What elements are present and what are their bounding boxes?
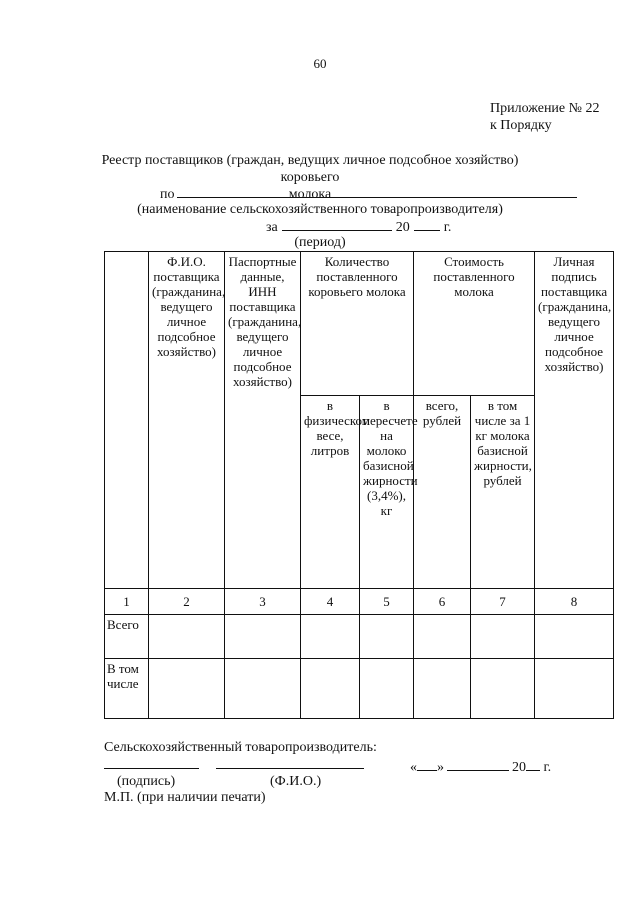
day-blank (417, 758, 437, 771)
appendix-line-1: Приложение № 22 (490, 101, 600, 116)
stamp-note: М.П. (при наличии печати) (104, 790, 266, 805)
table-cell (149, 615, 225, 659)
table-cell (301, 615, 360, 659)
date-field (410, 758, 551, 776)
period-caption: (период) (294, 235, 346, 250)
period-blank (282, 218, 392, 231)
column-number: 2 (149, 589, 225, 615)
table-row (105, 659, 614, 719)
appendix-block (490, 100, 600, 134)
table-cell (360, 615, 414, 659)
table-cell (471, 659, 535, 719)
signature-lines (104, 758, 604, 776)
row-label-total: Всего (105, 615, 149, 659)
producer-field (160, 185, 577, 203)
table-cell (535, 615, 614, 659)
title-line-1: Реестр поставщиков (граждан, ведущих личное подсобное хозяйство) коровьего (101, 153, 519, 185)
table-cell (535, 659, 614, 719)
column-number: 7 (471, 589, 535, 615)
year-prefix: 20 (395, 220, 410, 235)
table-cell (471, 615, 535, 659)
column-number: 6 (414, 589, 471, 615)
footer-year-blank (526, 758, 540, 771)
footer-year-prefix: 20 (512, 760, 526, 775)
header-empty-cell (105, 252, 149, 589)
year-suffix: г. (443, 220, 452, 235)
header-cost-per-kg: в том числе за 1 кг молока базисной жирности, рублей (471, 396, 535, 589)
table-row (105, 615, 614, 659)
fio-blank (216, 768, 364, 769)
column-number: 5 (360, 589, 414, 615)
row-label-including: В том числе (105, 659, 149, 719)
za-label: за (266, 220, 278, 235)
header-fio: Ф.И.О. поставщика (гражданина, ведущего личное подсобное хозяйство) (149, 252, 225, 589)
header-cost-total: всего, рублей (414, 396, 471, 589)
fio-caption: (Ф.И.О.) (270, 774, 322, 789)
footer-year-suffix: г. (543, 760, 552, 775)
title-line-2: молока (288, 187, 332, 202)
column-number: 4 (301, 589, 360, 615)
quote-open: « (410, 760, 417, 775)
period-field (266, 218, 451, 236)
month-blank (447, 758, 509, 771)
year-blank (414, 218, 440, 231)
producer-blank (177, 185, 577, 198)
page-number: 60 (313, 56, 327, 71)
column-number: 1 (105, 589, 149, 615)
header-cost: Стоимость поставленного молока (414, 252, 535, 396)
header-quantity: Количество поставленного коровьего молока (301, 252, 414, 396)
table-cell (301, 659, 360, 719)
header-passport: Паспортные данные, ИНН поставщика (гражданина, ведущего личное подсобное хозяйство) (225, 252, 301, 589)
signature-caption: (подпись) (117, 774, 176, 789)
producer-signature-label: Сельскохозяйственный товаропроизводитель: (104, 740, 377, 755)
quote-close: » (437, 760, 444, 775)
supplier-registry-table (104, 251, 614, 719)
po-label: по (160, 187, 175, 202)
signature-blank (104, 768, 199, 769)
header-qty-physical: в физическом весе, литров (301, 396, 360, 589)
appendix-line-2: к Порядку (490, 118, 552, 133)
column-number: 3 (225, 589, 301, 615)
table-cell (414, 659, 471, 719)
producer-caption: (наименование сельскохозяйственного товаропроизводителя) (137, 202, 503, 217)
table-cell (225, 615, 301, 659)
header-qty-base: в пересчете на молоко базисной жирности (3,4%), кг (360, 396, 414, 589)
table-cell (149, 659, 225, 719)
table-cell (225, 659, 301, 719)
table-cell (360, 659, 414, 719)
table-cell (414, 615, 471, 659)
header-signature: Личная подпись поставщика (гражданина, ведущего личное подсобное хозяйство) (535, 252, 614, 589)
column-number: 8 (535, 589, 614, 615)
